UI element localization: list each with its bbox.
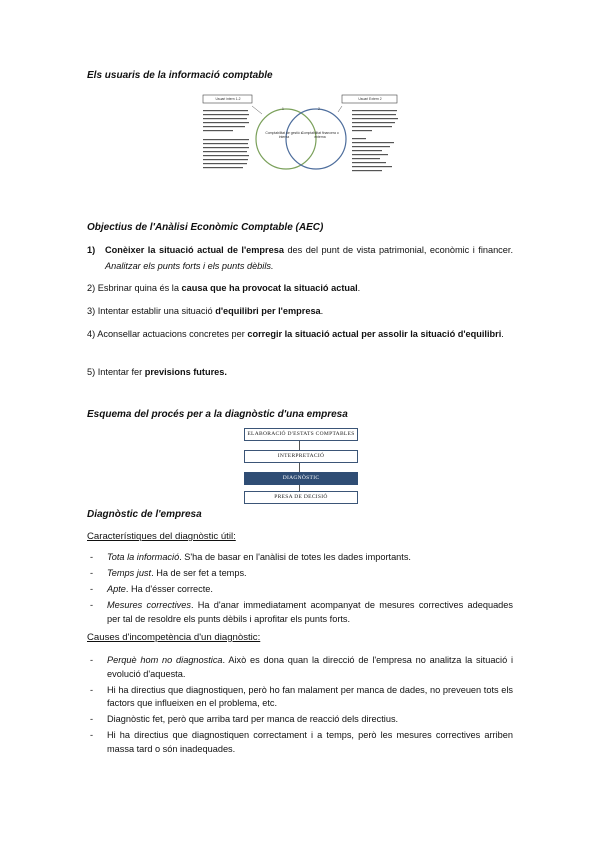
item-text: . Ha de ser fet a temps.	[151, 568, 247, 578]
scheme-section-title: Esquema del procés per a la diagnòstic d'una empresa	[87, 409, 348, 420]
causes-list	[87, 654, 513, 759]
objective-3-text: Intentar establir una situació	[97, 306, 216, 316]
objective-2-number: 2)	[87, 283, 96, 293]
flow-step-decision: PRESA DE DECISIÓ	[244, 491, 358, 504]
item-text: Hi ha directius que diagnostiquen correctament i a temps, però les mesures correctives arriben massa tard o són inadequades.	[107, 730, 513, 754]
item-text: . Ha d'ésser correcte.	[125, 584, 213, 594]
item-italic: Mesures correctives	[107, 600, 191, 610]
objectives-section-title: Objectius de l'Anàlisi Econòmic Comptable (AEC)	[87, 222, 324, 233]
objective-2-end: .	[357, 283, 361, 293]
list-item	[87, 551, 513, 565]
causes-title: Causes d'incompetència d'un diagnòstic:	[87, 632, 261, 643]
objective-3-number: 3)	[87, 306, 96, 316]
flow-connector	[299, 441, 300, 450]
item-italic: Temps just	[107, 568, 152, 578]
objective-1	[87, 242, 513, 274]
flow-connector	[299, 463, 300, 472]
objective-2-bold: causa que ha provocat la situació actual	[181, 283, 358, 293]
item-italic: Perquè hom no diagnostica	[107, 655, 223, 665]
item-text: . S'ha de basar en l'anàlisi de totes les dades importants.	[179, 552, 411, 562]
objective-2	[87, 280, 513, 296]
list-item	[87, 684, 513, 711]
item-italic: Tota la informació	[107, 552, 180, 562]
financial-accounting-label: Comptabilitat financera o externa	[301, 131, 339, 140]
objective-2-text: Esbrinar quina és la	[97, 283, 182, 293]
objective-4-end: .	[501, 329, 504, 339]
characteristics-list	[87, 551, 513, 629]
internal-user-label: Usuari intern 1-2	[215, 97, 241, 101]
characteristics-title: Característiques del diagnòstic útil:	[87, 531, 236, 542]
objective-4-bold: corregir la situació actual per assolir la situació d'equilibri	[247, 329, 502, 339]
list-item	[87, 713, 513, 727]
circle-number-left: 1	[282, 107, 284, 111]
objective-5-text: Intentar fer	[97, 367, 145, 377]
item-text: Diagnòstic fet, però que arriba tard per manca de reacció dels directius.	[107, 714, 399, 724]
objective-5	[87, 364, 513, 380]
objective-1-text: des del punt de vista patrimonial, econòmic i financer.	[283, 245, 513, 255]
list-item	[87, 583, 513, 597]
item-italic: Apte	[107, 584, 126, 594]
item-text: . Això es dona quan la direcció de l'empresa no analitza la situació i evolució d'aquesta.	[107, 655, 513, 679]
objective-5-bold: previsions futures.	[144, 367, 227, 377]
diagnosis-section-title: Diagnòstic de l'empresa	[87, 509, 202, 520]
objective-1-number: 1)	[87, 245, 96, 255]
management-accounting-label: Comptabilitat de gestió o interna	[265, 131, 303, 140]
objective-5-number: 5)	[87, 367, 96, 377]
flow-step-interpretation: INTERPRETACIÓ	[244, 450, 358, 463]
objective-4-text: Aconsellar actuacions concretes per	[97, 329, 248, 339]
circle-number-right: 2	[318, 107, 320, 111]
objective-1-bold: Conèixer la situació actual de l'empresa	[105, 245, 284, 255]
objective-3-end: .	[320, 306, 324, 316]
list-item	[87, 599, 513, 626]
list-item	[87, 654, 513, 681]
users-diagram	[200, 92, 400, 179]
objective-3	[87, 303, 513, 319]
objective-4	[87, 326, 513, 342]
objective-4-number: 4)	[87, 329, 96, 339]
objective-3-bold: d'equilibri per l'empresa	[215, 306, 321, 316]
item-text: . Ha d'anar immediatament acompanyat de mesures correctives adequades per tal de resoldre els punts dèbils i aprofitar els punts forts.	[107, 600, 513, 624]
flow-step-diagnosis: DIAGNÒSTIC	[244, 472, 358, 485]
users-section-title: Els usuaris de la informació comptable	[87, 70, 273, 81]
objective-1-italic: Analitzar els punts forts i els punts dèbils.	[105, 261, 274, 271]
list-item	[87, 567, 513, 581]
list-item	[87, 729, 513, 756]
flow-step-elaboration: ELABORACIÓ D'ESTATS COMPTABLES	[244, 428, 358, 441]
external-user-label: Usuari Extern 2	[358, 97, 382, 101]
item-text: Hi ha directius que diagnostiquen, però ho fan malament per manca de dades, no preveuen tots els factors que influeixen en el problema, etc.	[107, 684, 513, 708]
